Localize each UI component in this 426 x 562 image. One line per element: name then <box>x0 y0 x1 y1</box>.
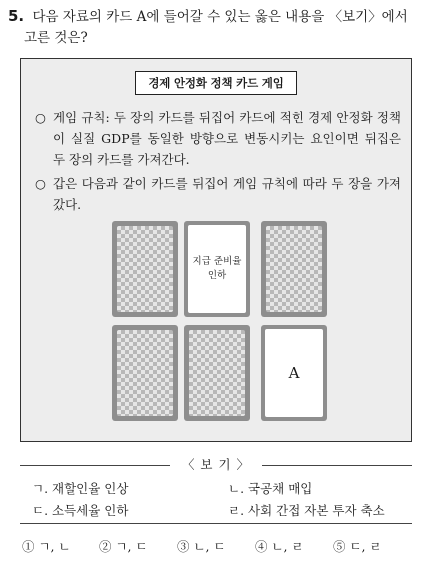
game-rule-text: 게임 규칙: 두 장의 카드를 뒤집어 카드에 적힌 경제 안정화 정책이 실질 GDP를 동일한 방향으로 변동시키는 요인이면 뒤집은 두 장의 카드를 가져간다. <box>53 110 401 167</box>
question-line-1 <box>8 6 418 28</box>
answer-option-2[interactable]: ② ㄱ, ㄷ <box>99 539 148 554</box>
answer-option-3[interactable]: ③ ㄴ, ㄷ <box>177 539 226 554</box>
card-a-label: A <box>288 364 300 382</box>
bogi-title: 〈 보 기 〉 <box>181 457 251 472</box>
card-face-text: 지급 준비율 인하 <box>192 256 242 281</box>
answer-option-4[interactable]: ④ ㄴ, ㄹ <box>255 539 304 554</box>
card-pattern <box>189 330 245 416</box>
material-title-wrap <box>21 71 411 95</box>
bogi-item-d: ㄹ. 사회 간접 자본 투자 축소 <box>228 503 385 518</box>
card-face-inner <box>265 329 323 417</box>
card-back <box>112 221 178 317</box>
bogi-item-b: ㄴ. 국공채 매입 <box>228 481 313 496</box>
card-back <box>261 221 327 317</box>
bogi-item-c: ㄷ. 소득세율 인하 <box>32 503 129 518</box>
bullet-icon: ○ <box>35 110 46 125</box>
card-back <box>112 325 178 421</box>
card-back <box>184 325 250 421</box>
card-face-inner <box>188 225 246 313</box>
card-face-a <box>261 325 327 421</box>
game-play-text: 갑은 다음과 같이 카드를 뒤집어 게임 규칙에 따라 두 장을 가져갔다. <box>53 176 401 212</box>
answer-option-1[interactable]: ① ㄱ, ㄴ <box>22 539 71 554</box>
game-rule <box>35 107 401 170</box>
question-text-2: 고른 것은? <box>24 30 88 46</box>
card-pattern <box>266 226 322 312</box>
question-number: 5. <box>8 7 25 25</box>
question-stem <box>8 6 418 49</box>
bullet-icon: ○ <box>35 176 46 191</box>
question-text-1: 다음 자료의 카드 A에 들어갈 수 있는 옳은 내용을 〈보기〉에서 <box>32 9 408 25</box>
answer-option-5[interactable]: ⑤ ㄷ, ㄹ <box>333 539 382 554</box>
bogi-item-a: ㄱ. 재할인율 인상 <box>32 481 129 496</box>
material-box <box>20 58 412 442</box>
card-pattern <box>117 226 173 312</box>
card-pattern <box>117 330 173 416</box>
material-title: 경제 안정화 정책 카드 게임 <box>135 71 296 95</box>
game-play <box>35 173 401 215</box>
bogi-box <box>20 456 412 524</box>
card-face-reserve-ratio <box>184 221 250 317</box>
